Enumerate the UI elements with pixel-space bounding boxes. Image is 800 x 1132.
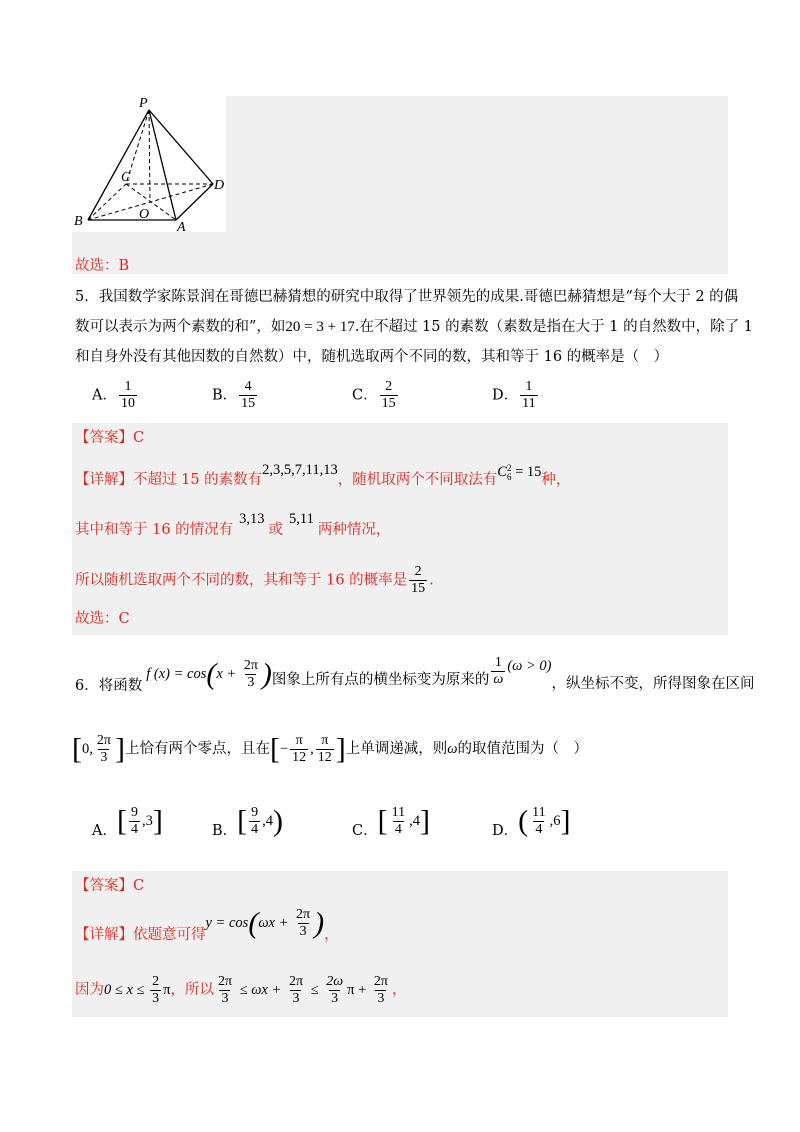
q6-option-a: A．[ $\frac{9}{4}$ ,3] (92, 804, 163, 839)
option-close: ] (419, 804, 430, 838)
detail-text: ， (324, 926, 339, 943)
pair-2: 5,11 (289, 511, 314, 527)
q6-line2 (72, 733, 588, 766)
option-num: 9 (130, 805, 138, 820)
y-den: 3 (299, 924, 307, 939)
ineq2-num1: 2π (217, 974, 233, 989)
label-p: P (139, 96, 148, 111)
y-eq: y = cos (205, 914, 249, 931)
q5-detail-line3: 所以随机选取两个不同的数，其和等于 16 的概率是 $\frac{2}{15}$ . (75, 564, 434, 596)
y-arg: ωx + (258, 914, 293, 931)
ineq2-mid: ≤ ωx + (236, 981, 285, 998)
q6-mid: 图象上所有点的横坐标变为原来的 (271, 671, 490, 688)
option-close: ] (152, 804, 163, 838)
ineq2-num4: 2π (373, 974, 388, 989)
option-letter: B． (212, 387, 238, 404)
pyramid-figure (72, 96, 226, 232)
ineq2-den1: 3 (221, 991, 229, 1006)
detail-text: 依题意可得 (133, 926, 206, 943)
ineq1-den: 3 (152, 991, 160, 1006)
option-num: 2 (385, 379, 393, 394)
q6-tail: ，纵坐标不变，所得图象在区间 (551, 675, 755, 692)
option-den: 10 (120, 396, 135, 411)
option-right: 4 (412, 812, 420, 829)
option-num: 11 (391, 805, 406, 820)
option-letter: C． (352, 387, 378, 404)
q5-line2-text-b: .在不超过 15 的素数（素数是指在大于 1 的自然数中，除了 1 (354, 319, 753, 335)
ineq1-pi: π (163, 981, 171, 998)
detail-tag: 【详解】 (75, 472, 133, 488)
q5-detail-line2 (75, 511, 391, 540)
interval-1-num: 2π (96, 733, 111, 748)
q5-option-a (92, 379, 139, 412)
y-equation: y = cos(ωx + $\frac{2\pi}{3}$ ) (205, 906, 325, 940)
detail-text: ， (391, 981, 407, 998)
ineq2-num3: 2ω (326, 974, 344, 989)
q6-line2-mid: 上恰有两个零点，且在 (124, 740, 270, 757)
interval-2-num1: π (295, 733, 303, 748)
option-num: 4 (244, 379, 252, 394)
q5-line3: 和自身外没有其他因数的自然数）中，随机选取两个不同的数，其和等于 16 的概率是（ ） (75, 349, 669, 365)
option-letter: D． (492, 387, 519, 404)
q5-line1: 5．我国数学家陈景润在哥德巴赫猜想的研究中取得了世界领先的成果.哥德巴赫猜想是“每个大于 2 的偶 (75, 289, 739, 305)
ineq2-num2: 2π (288, 974, 304, 989)
comb-symbol: C (497, 464, 507, 480)
inequality-1 (104, 974, 171, 1006)
q5-option-b (212, 379, 259, 412)
q5-example-eq: 20 = 3 + 17 (285, 319, 355, 335)
q6-option-c: C．[ $\frac{11}{4}$ ,4] (352, 804, 430, 839)
ineq2-den3: 3 (331, 991, 339, 1006)
interval-1: [0, $\frac{2\pi}{3}$ ] (72, 732, 125, 766)
option-den: 15 (241, 396, 256, 411)
detail-text: 因为 (75, 981, 104, 998)
detail-text: 不超过 15 的素数有 (133, 472, 263, 488)
q6-answer: 【答案】C (75, 878, 145, 894)
q5-detail-line1 (75, 462, 571, 490)
detail-tag: 【详解】 (75, 926, 133, 943)
ineq2-den2: 3 (292, 991, 300, 1006)
ineq2-pi: π + (347, 981, 370, 998)
option-close: ] (560, 804, 571, 838)
q5-line2-text-a: 数可以表示为两个素数的和”，如 (75, 319, 286, 335)
label-o: O (139, 207, 150, 222)
detail-text: 或 (268, 522, 284, 538)
pyramid-diagram (72, 96, 226, 232)
pair-1: 3,13 (239, 511, 265, 527)
interval-2: [− $\frac{\pi}{12}$ , $\frac{\pi}{12}$ ] (269, 732, 346, 766)
prob-den: 15 (411, 581, 426, 596)
option-den: 11 (522, 396, 536, 411)
func-num: 2π (243, 657, 258, 673)
option-open: [ (377, 804, 388, 838)
combination (497, 464, 541, 480)
detail-text: ，随机取两个不同取法有 (337, 472, 498, 488)
label-c: C (121, 170, 131, 185)
q5-option-c (352, 379, 400, 412)
interval-1-den: 3 (100, 750, 108, 765)
comb-eq: = 15 (511, 464, 542, 480)
prob-num: 2 (414, 564, 422, 579)
option-right: 6 (553, 812, 561, 829)
option-den: 4 (394, 822, 402, 837)
func-arg: x + (216, 665, 240, 682)
q6-prefix: 6．将函数 (75, 677, 143, 694)
q5-option-d (492, 379, 540, 412)
label-d: D (214, 178, 225, 193)
detail-text: 种， (541, 472, 571, 488)
option-letter: A． (92, 822, 117, 839)
ineq1-num: 2 (152, 974, 160, 989)
q5-line2 (75, 317, 753, 337)
q6-function: f (x) = cos(x + $\frac{2\pi}{3}$ ) (146, 657, 272, 691)
ineq2-den4: 3 (377, 991, 385, 1006)
ineq1: 0 ≤ x ≤ (104, 981, 149, 998)
detail-text: ，所以 (170, 981, 214, 998)
func-name: f (x) = cos (146, 665, 207, 682)
option-open: [ (237, 804, 248, 838)
detail-text: 其中和等于 16 的情况有 (75, 522, 234, 538)
comb-sub: 6 (506, 471, 512, 482)
option-num: 1 (124, 379, 132, 394)
option-num: 9 (251, 805, 259, 820)
q5-answer: 【答案】C (75, 430, 145, 446)
label-b: B (74, 214, 83, 229)
option-num: 11 (532, 805, 546, 820)
option-letter: D． (492, 822, 519, 839)
option-den: 4 (130, 822, 138, 837)
interval-2-den1: 12 (292, 750, 307, 765)
detail-text: 所以随机选取两个不同的数，其和等于 16 的概率是 (75, 572, 408, 589)
option-open: [ (116, 804, 127, 838)
q6-detail-line1 (75, 906, 339, 943)
option-close: ) (273, 804, 284, 838)
label-a: A (177, 220, 186, 232)
option-den: 15 (381, 396, 396, 411)
interval-2-den2: 12 (317, 750, 332, 765)
y-num: 2π (296, 907, 311, 922)
func-den: 3 (247, 674, 255, 690)
q6-line2-tail: 上单调递减，则 (345, 740, 448, 757)
ineq2-le: ≤ (307, 981, 323, 998)
primes-list: 2,3,5,7,11,13 (262, 462, 338, 478)
option-den: 4 (251, 822, 259, 837)
option-letter: C． (352, 822, 378, 839)
q6-line2-end: 的取值范围为（ ） (457, 740, 589, 757)
omega-num: 1 (494, 655, 502, 670)
q4-conclusion: 故选：B (75, 258, 130, 274)
interval-1-start: 0, (82, 740, 93, 757)
q6-line1 (75, 655, 755, 694)
option-den: 4 (535, 822, 543, 837)
option-letter: B． (212, 822, 238, 839)
comb-sup: 2 (506, 462, 512, 473)
omega-den: ω (493, 672, 504, 687)
detail-text: 两种情况， (317, 522, 391, 538)
option-open: ( (518, 804, 529, 838)
omega-symbol: ω (447, 740, 458, 757)
option-letter: A． (92, 387, 117, 404)
option-num: 1 (525, 379, 533, 394)
q6-option-b: B．[ $\frac{9}{4}$ ,4) (212, 804, 284, 839)
q5-conclusion: 故选：C (75, 611, 130, 627)
interval-2-num2: π (321, 733, 329, 748)
option-right: 3 (145, 812, 153, 829)
option-right: 4 (265, 812, 274, 829)
q6-detail-line2 (75, 974, 406, 1007)
interval-2-minus: − (279, 740, 289, 757)
omega-cond: (ω > 0) (507, 657, 552, 674)
q6-option-d: D．( $\frac{11}{4}$ ,6] (492, 804, 571, 839)
